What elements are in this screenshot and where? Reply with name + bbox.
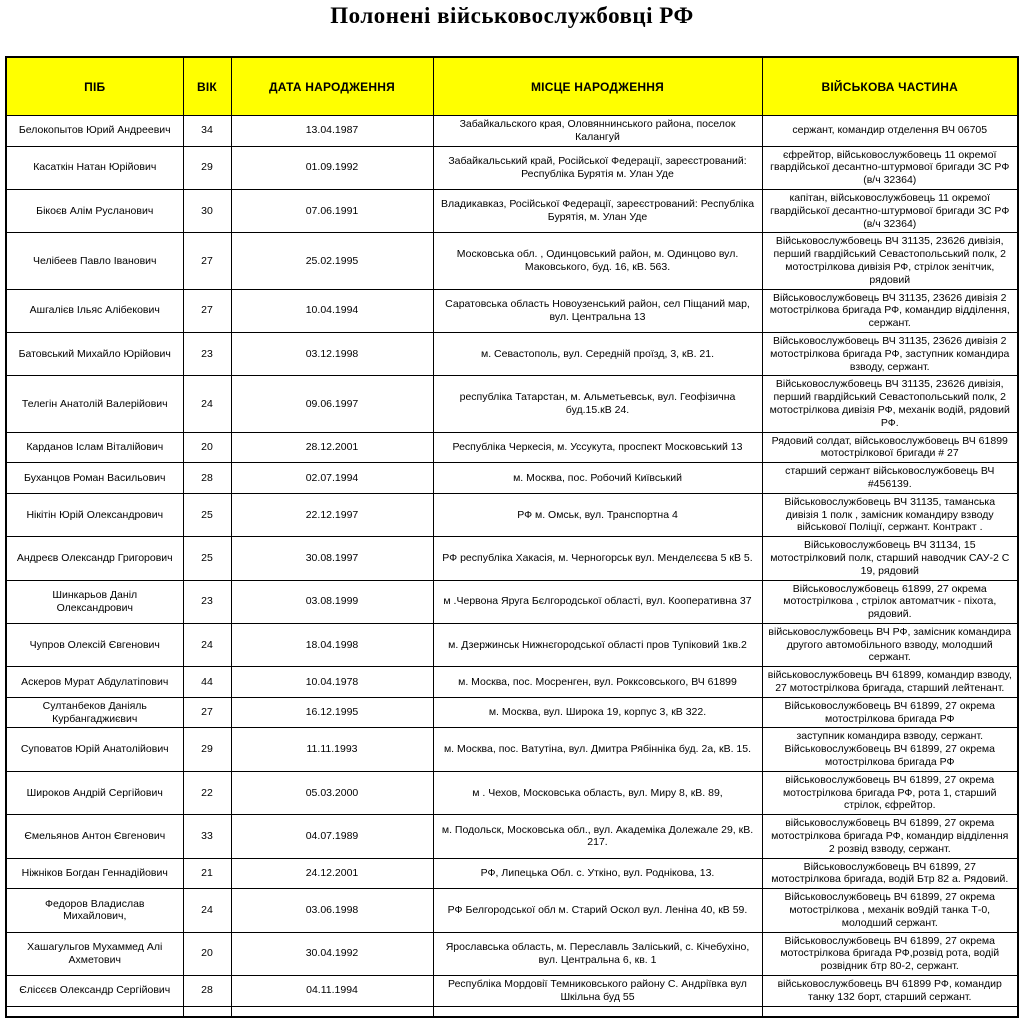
cell-dob: 13.04.1987 [231,116,433,147]
cell-birthplace: м. Подольск, Московська обл., вул. Академіка Долежале 29, кВ. 217. [433,815,762,858]
cell-birthplace: м. Москва, пос. Мосренген, вул. Рокксовського, ВЧ 61899 [433,667,762,698]
cell-name: Буханцов Роман Васильович [6,463,183,494]
cell-age: 29 [183,146,231,189]
cell-dob: 18.04.1998 [231,623,433,666]
cell-dob: 03.06.1998 [231,889,433,932]
cell-unit: військовослужбовець ВЧ 61899 РФ, командир танку 132 борт, старший сержант. [762,976,1018,1007]
cell-age: 28 [183,976,231,1007]
cell-dob: 03.12.1998 [231,332,433,375]
table-partial-row-clipped [6,1006,1018,1017]
cell-age: 20 [183,932,231,975]
cell-dob: 04.07.1989 [231,815,433,858]
cell-name: Бікоєв Алім Русланович [6,189,183,232]
cell-name: Андреєв Олександр Григорович [6,537,183,580]
cell-unit: Військовослужбовець ВЧ 31135, 23626 дивізія, перший гвардійський Севастопольський полк, 2 мотострілкова дивізія РФ, стрілок зенітчик, рядовий [762,233,1018,289]
cell-birthplace: м. Москва, пос. Ватутіна, вул. Дмитра Рябінніка буд. 2а, кВ. 15. [433,728,762,771]
header-age: ВІК [183,57,231,116]
table-body [6,116,1018,1007]
cell-name: Касаткін Натан Юрійович [6,146,183,189]
cell-age: 27 [183,289,231,332]
cell-birthplace: Саратовська область Новоузенський район, сел Піщаний мар, вул. Центральна 13 [433,289,762,332]
table-row [6,233,1018,289]
cell-birthplace: м. Дзержинськ Нижнєгородської області пров Тупіковий 1кв.2 [433,623,762,666]
cell-birthplace: РФ, Липецька Обл. с. Уткіно, вул. Роднікова, 13. [433,858,762,889]
table-row [6,537,1018,580]
cell-birthplace: Московська обл. , Одинцовський район, м. Одинцово вул. Маковського, буд. 16, кВ. 563. [433,233,762,289]
cell-unit: військовослужбовець ВЧ 61899, командир взводу, 27 мотострілкова бригада, старший лейтенант. [762,667,1018,698]
cell-birthplace: Забайкальський край, Російської Федерації, зареєстрований: Республіка Бурятія м. Улан Уде [433,146,762,189]
cell-age: 22 [183,771,231,814]
cell-birthplace: м. Москва, вул. Широка 19, корпус 3, кВ 322. [433,697,762,728]
cell-dob: 03.08.1999 [231,580,433,623]
cell-unit: заступник командира взводу, сержант. Військовослужбовець ВЧ 61899, 27 окрема мотострілкова бригада РФ [762,728,1018,771]
cell-birthplace: Владикавказ, Російської Федерації, зареєстрований: Республіка Бурятія, м. Улан Уде [433,189,762,232]
cell-unit: військовослужбовець ВЧ 61899, 27 окрема мотострілкова бригада РФ, командир відділення 2 розвід взводу, сержант. [762,815,1018,858]
cell-unit: єфрейтор, військовослужбовець 11 окремої гвардійської десантно-штурмової бригади ЗС РФ (в/ч 32364) [762,146,1018,189]
cell-age: 27 [183,233,231,289]
pow-table [5,56,1019,1018]
header-row [6,57,1018,116]
header-military-unit: ВІЙСЬКОВА ЧАСТИНА [762,57,1018,116]
cell-age: 25 [183,537,231,580]
table-row [6,697,1018,728]
cell-birthplace: м. Севастополь, вул. Середній проїзд, 3, кВ. 21. [433,332,762,375]
header-name: ПІБ [6,57,183,116]
cell-unit: Військовослужбовець ВЧ 31135, 23626 дивізія, перший гвардійський Севастопольський полк, 2 мотострілкова дивізія РФ, механік водій, рядовий РФ. [762,376,1018,432]
cell-dob: 30.08.1997 [231,537,433,580]
cell-unit: Військовослужбовець ВЧ 61899, 27 окрема мотострілкова бригада РФ,розвід рота, водій розвідник бтр 80-2, сержант. [762,932,1018,975]
cell-age: 44 [183,667,231,698]
cell-unit: капітан, військовослужбовець 11 окремої гвардійської десантно-штурмової бригади ЗС РФ (в/ч 32364) [762,189,1018,232]
cell-name: Нікітін Юрій Олександрович [6,493,183,536]
cell-unit: Військовослужбовець ВЧ 61899, 27 мотострілкова бригада, водій Бтр 82 а. Рядовий. [762,858,1018,889]
table-row [6,189,1018,232]
cell-unit: Військовослужбовець ВЧ 31135, таманська дивізія 1 полк , замісник командиру взводу військової Поліції, сержант. Контракт . [762,493,1018,536]
table-row [6,976,1018,1007]
cell-dob: 28.12.2001 [231,432,433,463]
cell-age: 24 [183,376,231,432]
table-header [6,57,1018,116]
table-row [6,815,1018,858]
cell-birthplace: РФ республіка Хакасія, м. Черногорськ вул. Менделєєва 5 кВ 5. [433,537,762,580]
cell-age: 24 [183,623,231,666]
cell-age: 29 [183,728,231,771]
cell-name: Карданов Іслам Віталійович [6,432,183,463]
cell-age: 34 [183,116,231,147]
cell-unit: військовослужбовець ВЧ 61899, 27 окрема мотострілкова бригада РФ, рота 1, старший стрілок, єфрейтор. [762,771,1018,814]
table-row [6,432,1018,463]
table-row [6,667,1018,698]
cell-birthplace: м. Москва, пос. Робочий Київський [433,463,762,494]
cell-name: Федоров Владислав Михайлович, [6,889,183,932]
cell-age: 23 [183,580,231,623]
cell-birthplace: РФ Белгородської обл м. Старий Оскол вул. Леніна 40, кВ 59. [433,889,762,932]
table-row [6,728,1018,771]
cell-name: Челібеев Павло Іванович [6,233,183,289]
cell-age: 23 [183,332,231,375]
cell-dob: 09.06.1997 [231,376,433,432]
header-birthplace: МІСЦЕ НАРОДЖЕННЯ [433,57,762,116]
table-row [6,771,1018,814]
cell-dob: 05.03.2000 [231,771,433,814]
table-row [6,623,1018,666]
cell-name: Широков Андрій Сергійович [6,771,183,814]
table-row [6,493,1018,536]
cell-age: 27 [183,697,231,728]
page-title: Полонені військовослужбовці РФ [330,3,694,28]
table-row [6,580,1018,623]
cell-name: Телегін Анатолій Валерійович [6,376,183,432]
cell-unit: Військовослужбовець ВЧ 61899, 27 окрема мотострілкова , механік во9дій танка Т-0, молодший сержант. [762,889,1018,932]
cell-age: 25 [183,493,231,536]
cell-dob: 16.12.1995 [231,697,433,728]
table-row [6,146,1018,189]
cell-unit: старший сержант військовослужбовець ВЧ #456139. [762,463,1018,494]
header-dob: ДАТА НАРОДЖЕННЯ [231,57,433,116]
cell-name: Єлісєєв Олександр Сергійович [6,976,183,1007]
cell-age: 33 [183,815,231,858]
cell-birthplace: м . Чехов, Московська область, вул. Миру 8, кВ. 89, [433,771,762,814]
table-row [6,289,1018,332]
cell-dob: 07.06.1991 [231,189,433,232]
cell-name: Белокопытов Юрий Андреевич [6,116,183,147]
cell-dob: 24.12.2001 [231,858,433,889]
cell-unit: Військовослужбовець 61899, 27 окрема мотострілкова , стрілок автоматчик - піхота, рядовий. [762,580,1018,623]
cell-dob: 22.12.1997 [231,493,433,536]
cell-dob: 10.04.1978 [231,667,433,698]
cell-name: Ніжніков Богдан Геннадійович [6,858,183,889]
table-row [6,463,1018,494]
cell-name: Ємельянов Антон Євгенович [6,815,183,858]
cell-age: 28 [183,463,231,494]
cell-unit: Рядовий солдат, військовослужбовець ВЧ 61899 мотострілкової бригади # 27 [762,432,1018,463]
cell-age: 30 [183,189,231,232]
cell-unit: військовослужбовець ВЧ РФ, замісник командира другого автомобільного взводу, молодший сержант. [762,623,1018,666]
cell-name: Суповатов Юрій Анатолійович [6,728,183,771]
cell-age: 20 [183,432,231,463]
cell-name: Шинкарьов Даніл Олександрович [6,580,183,623]
cell-name: Аскеров Мурат Абдулатіпович [6,667,183,698]
partial-row [6,1006,1018,1017]
cell-birthplace: республіка Татарстан, м. Альметьевськ, вул. Геофізична буд.15.кВ 24. [433,376,762,432]
cell-birthplace: Республіка Мордовії Темниковського району С. Андріївка вул Шкільна буд 55 [433,976,762,1007]
cell-birthplace: РФ м. Омськ, вул. Транспортна 4 [433,493,762,536]
cell-name: Ашгалієв Ільяс Алібекович [6,289,183,332]
cell-name: Хашагульгов Мухаммед Алі Ахметович [6,932,183,975]
cell-unit: Військовослужбовець ВЧ 31135, 23626 дивізія 2 мотострілкова бригада РФ, командир відділення, сержант. [762,289,1018,332]
cell-unit: Військовослужбовець ВЧ 61899, 27 окрема мотострілкова бригада РФ [762,697,1018,728]
cell-age: 24 [183,889,231,932]
cell-age: 21 [183,858,231,889]
cell-dob: 10.04.1994 [231,289,433,332]
table-row [6,332,1018,375]
cell-dob: 01.09.1992 [231,146,433,189]
table-row [6,858,1018,889]
cell-birthplace: Республіка Черкесія, м. Уссукута, проспект Московський 13 [433,432,762,463]
cell-unit: Військовослужбовець ВЧ 31135, 23626 дивізія 2 мотострілкова бригада РФ, заступник командира взводу, сержант. [762,332,1018,375]
table-row [6,376,1018,432]
table-row [6,889,1018,932]
cell-dob: 30.04.1992 [231,932,433,975]
cell-name: Батовський Михайло Юрійович [6,332,183,375]
cell-dob: 04.11.1994 [231,976,433,1007]
cell-birthplace: Забайкальского края, Оловяннинського района, поселок Калангуй [433,116,762,147]
cell-dob: 25.02.1995 [231,233,433,289]
table-row [6,932,1018,975]
cell-name: Султанбеков Даніяль Курбангаджиєвич [6,697,183,728]
cell-birthplace: Ярославська область, м. Переславль Заліський, с. Кічебухіно, вул. Центральна 6, кв. 1 [433,932,762,975]
cell-dob: 11.11.1993 [231,728,433,771]
table-row [6,116,1018,147]
cell-unit: сержант, командир отделення ВЧ 06705 [762,116,1018,147]
cell-unit: Військовослужбовець ВЧ 31134, 15 мотострілковий полк, старший наводчик САУ-2 С 19, рядовий [762,537,1018,580]
cell-birthplace: м .Червона Яруга Бєлгородської області, вул. Кооперативна 37 [433,580,762,623]
cell-name: Чупров Олексій Євгенович [6,623,183,666]
cell-dob: 02.07.1994 [231,463,433,494]
